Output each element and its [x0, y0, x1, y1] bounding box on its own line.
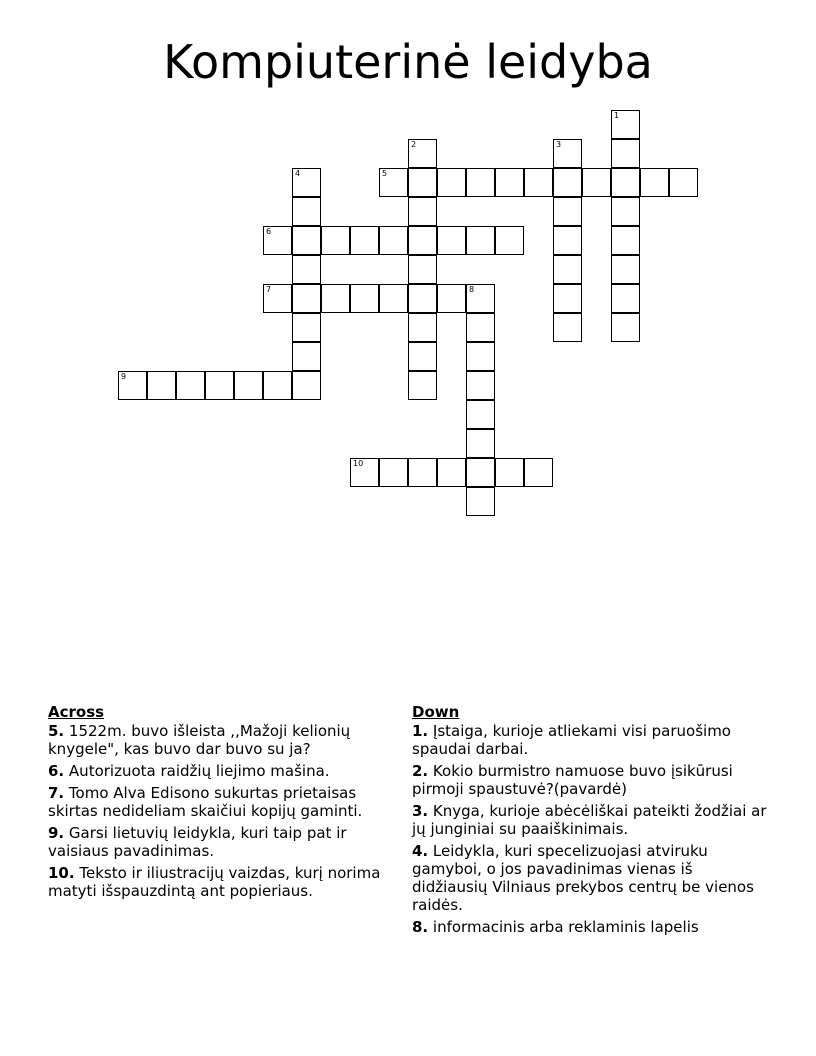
grid-cell[interactable] — [176, 371, 205, 400]
grid-cell[interactable] — [408, 255, 437, 284]
grid-cell[interactable] — [553, 197, 582, 226]
grid-cell[interactable] — [611, 226, 640, 255]
grid-cell[interactable] — [466, 371, 495, 400]
grid-cell[interactable] — [408, 168, 437, 197]
grid-cell[interactable] — [263, 226, 292, 255]
grid-cell[interactable] — [466, 284, 495, 313]
grid-cell[interactable] — [640, 168, 669, 197]
grid-cell[interactable] — [495, 226, 524, 255]
cell-number: 8 — [469, 285, 475, 294]
grid-cell[interactable] — [205, 371, 234, 400]
grid-cell[interactable] — [408, 226, 437, 255]
clue-across-7: 7. Tomo Alva Edisono sukurtas prietaisas skirtas nedideliam skaičiui kopijų gaminti. — [48, 784, 363, 820]
down-clues — [412, 702, 772, 940]
grid-cell[interactable] — [553, 313, 582, 342]
cell-number: 7 — [266, 285, 272, 294]
grid-cell[interactable] — [408, 313, 437, 342]
grid-cell[interactable] — [466, 429, 495, 458]
grid-cell[interactable] — [495, 168, 524, 197]
grid-cell[interactable] — [466, 400, 495, 429]
grid-cell[interactable] — [321, 226, 350, 255]
cell-number: 3 — [556, 140, 562, 149]
grid-cell[interactable] — [611, 139, 640, 168]
grid-cell[interactable] — [553, 226, 582, 255]
grid-cell[interactable] — [292, 284, 321, 313]
cell-number: 6 — [266, 227, 272, 236]
grid-cell[interactable] — [379, 226, 408, 255]
grid-cell[interactable] — [408, 197, 437, 226]
grid-cell[interactable] — [350, 458, 379, 487]
grid-cell[interactable] — [582, 168, 611, 197]
clue-across-10: 10. Teksto ir iliustracijų vaizdas, kurį norima matyti išspauzdintą ant popieriaus. — [48, 864, 381, 900]
clue-across-6: 6. Autorizuota raidžių liejimo mašina. — [48, 762, 330, 780]
grid-cell[interactable] — [611, 313, 640, 342]
grid-cell[interactable] — [553, 168, 582, 197]
across-clues — [48, 702, 410, 904]
clue-down-2: 2. Kokio burmistro namuose buvo įsikūrusi pirmoji spaustuvė?(pavardė) — [412, 762, 733, 798]
grid-cell[interactable] — [292, 168, 321, 197]
grid-cell[interactable] — [379, 168, 408, 197]
grid-cell[interactable] — [118, 371, 147, 400]
grid-cell[interactable] — [466, 487, 495, 516]
grid-cell[interactable] — [437, 284, 466, 313]
grid-cell[interactable] — [524, 168, 553, 197]
grid-cell[interactable] — [408, 342, 437, 371]
grid-cell[interactable] — [408, 371, 437, 400]
grid-cell[interactable] — [437, 226, 466, 255]
cell-number: 1 — [614, 111, 620, 120]
grid-cell[interactable] — [611, 197, 640, 226]
grid-cell[interactable] — [350, 226, 379, 255]
grid-cell[interactable] — [263, 284, 292, 313]
grid-cell[interactable] — [379, 284, 408, 313]
page-title: Kompiuterinė leidyba — [163, 35, 653, 89]
grid-cell[interactable] — [495, 458, 524, 487]
cell-number: 5 — [382, 169, 388, 178]
grid-cell[interactable] — [292, 197, 321, 226]
down-heading: Down — [412, 703, 460, 721]
grid-cell[interactable] — [292, 371, 321, 400]
grid-cell[interactable] — [263, 371, 292, 400]
grid-cell[interactable] — [437, 458, 466, 487]
clue-down-3: 3. Knyga, kurioje abėcėliškai pateikti žodžiai ar jų junginiai su paaiškinimais. — [412, 802, 767, 838]
grid-cell[interactable] — [292, 226, 321, 255]
grid-cell[interactable] — [611, 110, 640, 139]
grid-cell[interactable] — [466, 458, 495, 487]
across-heading: Across — [48, 703, 105, 721]
grid-cell[interactable] — [553, 284, 582, 313]
grid-cell[interactable] — [408, 284, 437, 313]
grid-cell[interactable] — [611, 255, 640, 284]
grid-cell[interactable] — [437, 168, 466, 197]
cell-number: 10 — [353, 459, 364, 468]
clue-across-9: 9. Garsi lietuvių leidykla, kuri taip pat ir vaisiaus pavadinimas. — [48, 824, 347, 860]
grid-cell[interactable] — [466, 226, 495, 255]
clue-across-5: 5. 1522m. buvo išleista ,,Mažoji kelionių knygele", kas buvo dar buvo su ja? — [48, 722, 351, 758]
cell-number: 2 — [411, 140, 417, 149]
grid-cell[interactable] — [553, 255, 582, 284]
grid-cell[interactable] — [350, 284, 379, 313]
cell-number: 9 — [121, 372, 127, 381]
grid-cell[interactable] — [292, 313, 321, 342]
clue-down-8: 8. informacinis arba reklaminis lapelis — [412, 918, 699, 936]
grid-cell[interactable] — [553, 139, 582, 168]
grid-cell[interactable] — [466, 168, 495, 197]
grid-cell[interactable] — [524, 458, 553, 487]
grid-cell[interactable] — [234, 371, 263, 400]
grid-cell[interactable] — [321, 284, 350, 313]
clue-down-4: 4. Leidykla, kuri specelizuojasi atviruku gamyboi, o jos pavadinimas vienas iš didžiausių Vilniaus prekybos centrų be vienos raidės. — [412, 842, 754, 914]
grid-cell[interactable] — [292, 342, 321, 371]
grid-cell[interactable] — [669, 168, 698, 197]
grid-cell[interactable] — [466, 342, 495, 371]
grid-cell[interactable] — [408, 458, 437, 487]
grid-cell[interactable] — [379, 458, 408, 487]
grid-cell[interactable] — [611, 284, 640, 313]
clue-down-1: 1. Įstaiga, kurioje atliekami visi paruošimo spaudai darbai. — [412, 722, 731, 758]
grid-cell[interactable] — [611, 168, 640, 197]
grid-cell[interactable] — [408, 139, 437, 168]
grid-cell[interactable] — [147, 371, 176, 400]
cell-number: 4 — [295, 169, 301, 178]
grid-cell[interactable] — [466, 313, 495, 342]
grid-cell[interactable] — [292, 255, 321, 284]
